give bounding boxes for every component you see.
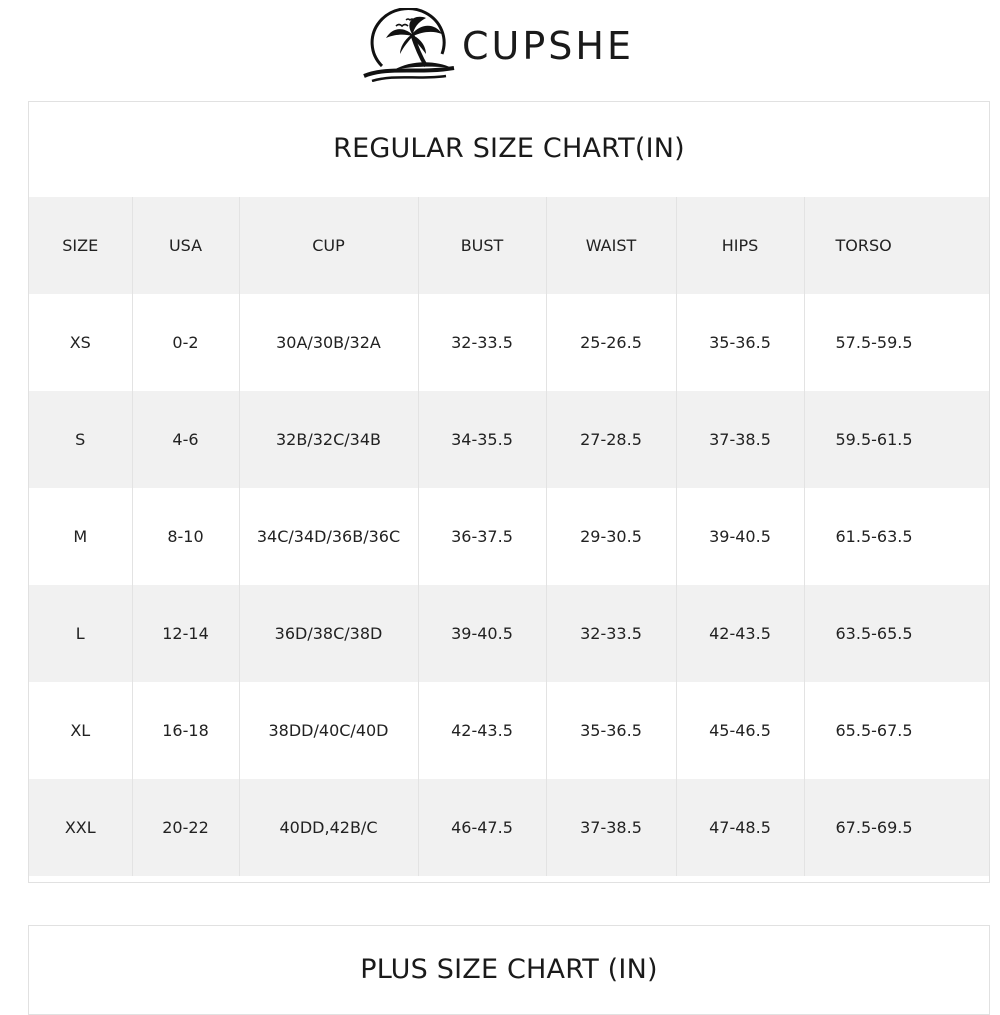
table-row [29,779,989,876]
regular-size-chart [28,101,990,883]
cell-cup: 36D/38C/38D [239,585,418,682]
cell-hips: 39-40.5 [676,488,804,585]
header-hips: HIPS [676,197,804,294]
cell-cup: 32B/32C/34B [239,391,418,488]
cell-waist: 27-28.5 [546,391,676,488]
table-row [29,682,989,779]
cell-torso: 63.5-65.5 [804,585,989,682]
cell-waist: 25-26.5 [546,294,676,391]
cell-size: L [29,585,132,682]
cell-torso: 59.5-61.5 [804,391,989,488]
regular-chart-title: REGULAR SIZE CHART(IN) [333,133,685,164]
cell-cup: 30A/30B/32A [239,294,418,391]
cell-bust: 39-40.5 [418,585,546,682]
plus-size-chart [28,925,990,1015]
cell-usa: 16-18 [132,682,239,779]
cell-torso: 57.5-59.5 [804,294,989,391]
palm-island-icon [360,8,456,82]
cell-bust: 32-33.5 [418,294,546,391]
cell-bust: 34-35.5 [418,391,546,488]
cell-usa: 12-14 [132,585,239,682]
cell-waist: 37-38.5 [546,779,676,876]
cell-waist: 35-36.5 [546,682,676,779]
brand-logo [360,8,640,82]
table-row [29,488,989,585]
cell-usa: 0-2 [132,294,239,391]
cell-usa: 20-22 [132,779,239,876]
header-cup: CUP [239,197,418,294]
table-row [29,294,989,391]
table-row [29,585,989,682]
cell-usa: 8-10 [132,488,239,585]
cell-torso: 67.5-69.5 [804,779,989,876]
cell-usa: 4-6 [132,391,239,488]
table-header-row [29,197,989,294]
cell-hips: 35-36.5 [676,294,804,391]
cell-waist: 32-33.5 [546,585,676,682]
cell-hips: 45-46.5 [676,682,804,779]
cell-size: XL [70,721,91,740]
header-waist: WAIST [546,197,676,294]
header-torso: TORSO [804,197,989,294]
header-size: SIZE [29,197,132,294]
regular-size-table [29,197,989,876]
cell-cup: 34C/34D/36B/36C [239,488,418,585]
cell-bust: 46-47.5 [418,779,546,876]
cell-hips: 42-43.5 [676,585,804,682]
header-bust: BUST [418,197,546,294]
cell-bust: 42-43.5 [418,682,546,779]
table-row [29,391,989,488]
cell-hips: 47-48.5 [676,779,804,876]
cell-size: XXL [29,779,132,876]
cell-waist: 29-30.5 [546,488,676,585]
cell-cup: 40DD,42B/C [239,779,418,876]
plus-chart-title: PLUS SIZE CHART (IN) [360,954,658,985]
cell-cup: 38DD/40C/40D [239,682,418,779]
cell-torso: 65.5-67.5 [804,682,989,779]
cell-torso: 61.5-63.5 [804,488,989,585]
cell-size: S [29,391,132,488]
header-usa: USA [132,197,239,294]
cell-size: M [73,527,88,546]
cell-bust: 36-37.5 [418,488,546,585]
cell-size: XS [69,333,91,352]
brand-wordmark: CUPSHE [462,24,634,68]
cell-hips: 37-38.5 [676,391,804,488]
